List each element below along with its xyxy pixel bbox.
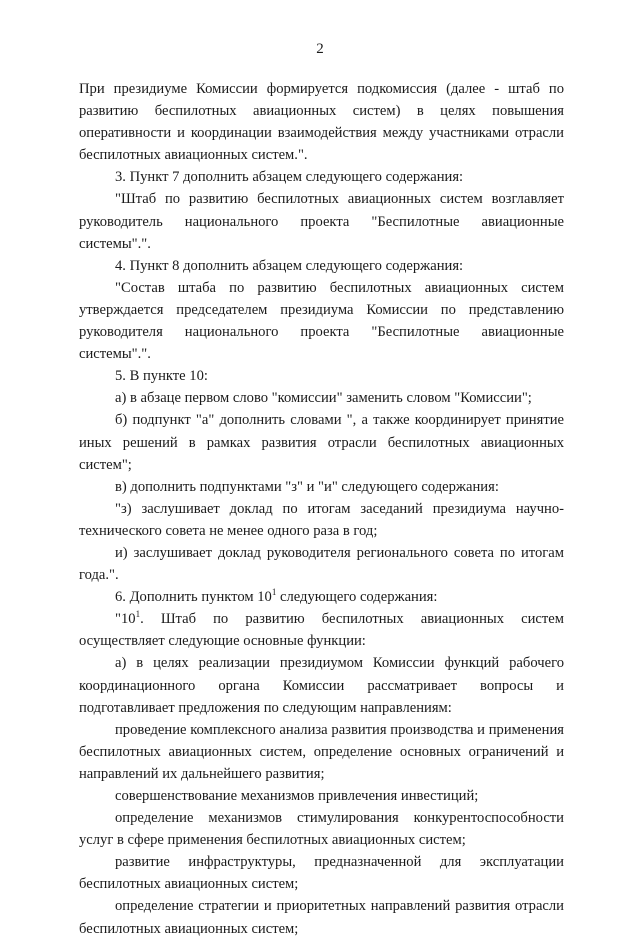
document-body: [79, 78, 564, 940]
paragraph-direction-infrastructure: развитие инфраструктуры, предназначенной для эксплуатации беспилотных авиационных систем;: [79, 854, 564, 893]
item-10-1-superscript: 1: [135, 609, 141, 620]
paragraph-direction-competitiveness: определение механизмов стимулирования конкурентоспособности услуг в сфере применения беспилотных авиационных систем;: [79, 810, 564, 849]
paragraph-shtab-head: "Штаб по развитию беспилотных авиационных систем возглавляет руководитель национального проекта "Беспилотные авиационные системы".".: [79, 191, 564, 252]
item-6-superscript: 1: [271, 587, 277, 598]
paragraph-item-5b: б) подпункт "а" дополнить словами ", а также координирует принятие иных решений в рамках развития отрасли беспилотных авиационных систем";: [79, 412, 564, 473]
paragraph-item-10-1: [79, 608, 564, 652]
paragraph-subitem-z: "з) заслушивает доклад по итогам заседаний президиума научно-технического совета не менее одного раза в год;: [79, 500, 564, 539]
paragraph-item-3: 3. Пункт 7 дополнить абзацем следующего содержания:: [115, 169, 464, 186]
paragraph-direction-strategy: определение стратегии и приоритетных направлений развития отрасли беспилотных авиационных систем;: [79, 898, 564, 937]
paragraph-item-5: 5. В пункте 10:: [115, 368, 208, 385]
paragraph-podkomissiya: При президиуме Комиссии формируется подкомиссия (далее - штаб по развитию беспилотных авиационных систем) в целях повышения оперативности и координации взаимодействия между участниками отрасли беспилотных авиационных систем.".: [79, 81, 564, 164]
paragraph-shtab-composition: "Состав штаба по развитию беспилотных авиационных систем утверждается председателем президиума Комиссии по представлению руководителя национального проекта "Беспилотные авиационные системы".".: [79, 279, 564, 363]
paragraph-item-5a: а) в абзаце первом слово "комиссии" заменить словом "Комиссии";: [115, 390, 532, 407]
item-10-1-text-after: . Штаб по развитию беспилотных авиационных систем осуществляет следующие основные функции:: [79, 611, 564, 650]
paragraph-item-5v: в) дополнить подпунктами "з" и "и" следующего содержания:: [115, 478, 499, 495]
item-6-text-before: 6. Дополнить пунктом 10: [115, 589, 272, 606]
page-number: 2: [316, 41, 324, 57]
paragraph-subitem-i: и) заслушивает доклад руководителя регионального совета по итогам года.".: [79, 544, 564, 584]
item-6-text-after: следующего содержания:: [276, 589, 438, 606]
paragraph-direction-analysis: проведение комплексного анализа развития производства и применения беспилотных авиационных систем, определение основных ограничений и направлений их дальнейшего развития;: [79, 721, 564, 782]
paragraph-item-6: [79, 586, 564, 608]
item-10-1-text-before: "10: [115, 611, 136, 628]
paragraph-function-a: а) в целях реализации президиумом Комиссии функций рабочего координационного органа Комиссии рассматривает вопросы и подготавливает предложения по следующим направлениям:: [79, 655, 564, 716]
paragraph-item-4: 4. Пункт 8 дополнить абзацем следующего содержания:: [115, 257, 464, 274]
paragraph-direction-investments: совершенствование механизмов привлечения инвестиций;: [115, 788, 479, 804]
